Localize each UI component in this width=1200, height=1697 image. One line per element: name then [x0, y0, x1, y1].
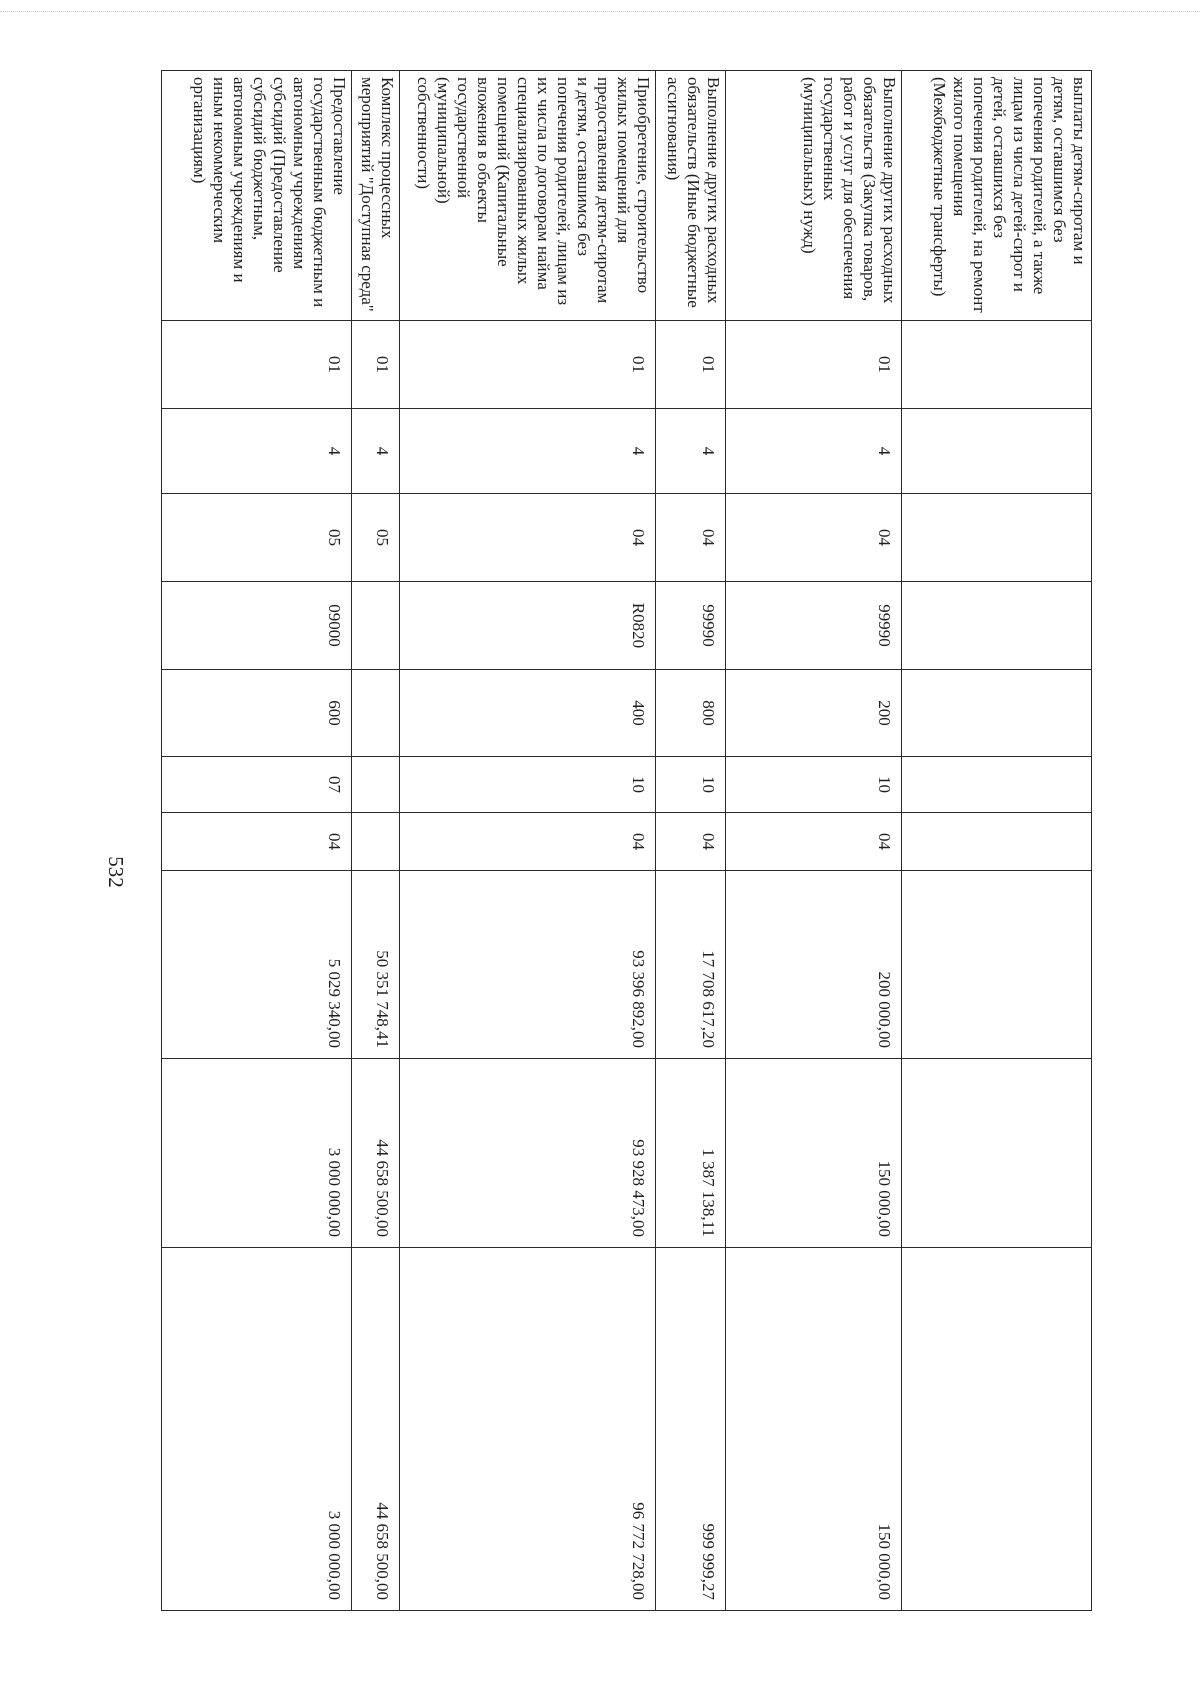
- subprogram-code-cell: 05: [162, 494, 352, 582]
- program-code-cell: 01: [726, 321, 902, 409]
- subprogram-type-cell: 4: [656, 409, 726, 494]
- expense-type-cell: 400: [400, 670, 656, 757]
- direction-code-cell: [352, 582, 400, 670]
- expense-type-cell: [902, 670, 1092, 757]
- subsection-code-cell: 04: [400, 813, 656, 871]
- amount-year3-cell: 3 000 000,00: [162, 1248, 352, 1611]
- scan-border-line: [0, 11, 1200, 12]
- subprogram-code-cell: 05: [352, 494, 400, 582]
- amount-year1-cell: 200 000,00: [726, 871, 902, 1059]
- row-description: Выполнение других расходных обязательств (Закупка товаров, работ и услуг для обеспечения государственных (муниципальных) нужд): [726, 71, 902, 321]
- row-description: Предоставление государственным бюджетным и автономным учреждениям субсидий (Предоставление субсидий бюджетным, автономным учреждениям и иным некоммерческим организациям): [162, 71, 352, 321]
- section-code-cell: 07: [162, 757, 352, 813]
- amount-year3-cell: 150 000,00: [726, 1248, 902, 1611]
- subsection-code-cell: 04: [656, 813, 726, 871]
- table-row: [902, 71, 1092, 1611]
- amount-year1-cell: 5 029 340,00: [162, 871, 352, 1059]
- subsection-code-cell: 04: [726, 813, 902, 871]
- amount-year3-cell: 96 772 728,00: [400, 1248, 656, 1611]
- amount-year3-cell: 44 658 500,00: [352, 1248, 400, 1611]
- amount-year1-cell: 50 351 748,41: [352, 871, 400, 1059]
- subprogram-type-cell: 4: [726, 409, 902, 494]
- subsection-code-cell: [352, 813, 400, 871]
- expense-type-cell: 600: [162, 670, 352, 757]
- amount-year2-cell: 150 000,00: [726, 1059, 902, 1248]
- program-code-cell: 01: [400, 321, 656, 409]
- amount-year3-cell: 999 999,27: [656, 1248, 726, 1611]
- budget-table-body: [162, 71, 1092, 1611]
- direction-code-cell: [902, 582, 1092, 670]
- amount-year1-cell: [902, 871, 1092, 1059]
- direction-code-cell: 99990: [656, 582, 726, 670]
- direction-code-cell: 09000: [162, 582, 352, 670]
- amount-year2-cell: 44 658 500,00: [352, 1059, 400, 1248]
- subprogram-type-cell: 4: [352, 409, 400, 494]
- program-code-cell: 01: [352, 321, 400, 409]
- expense-type-cell: [352, 670, 400, 757]
- program-code-cell: [902, 321, 1092, 409]
- program-code-cell: 01: [656, 321, 726, 409]
- expense-type-cell: 200: [726, 670, 902, 757]
- subprogram-type-cell: 4: [162, 409, 352, 494]
- subprogram-code-cell: 04: [656, 494, 726, 582]
- program-code-cell: 01: [162, 321, 352, 409]
- table-row: [726, 71, 902, 1611]
- subprogram-code-cell: [902, 494, 1092, 582]
- subprogram-type-cell: [902, 409, 1092, 494]
- section-code-cell: 10: [726, 757, 902, 813]
- amount-year1-cell: 17 708 617,20: [656, 871, 726, 1059]
- amount-year1-cell: 93 396 892,00: [400, 871, 656, 1059]
- subprogram-type-cell: 4: [400, 409, 656, 494]
- row-description: выплаты детям-сиротам и детям, оставшимся без попечения родителей, а также лицам из числа детей-сирот и детей, оставшихся без попечения родителей, на ремонт жилого помещения (Межбюджетные трансферты): [902, 71, 1092, 321]
- subprogram-code-cell: 04: [400, 494, 656, 582]
- amount-year2-cell: 1 387 138,11: [656, 1059, 726, 1248]
- section-code-cell: [352, 757, 400, 813]
- section-code-cell: [902, 757, 1092, 813]
- table-row: [656, 71, 726, 1611]
- subsection-code-cell: 04: [162, 813, 352, 871]
- rotated-table-container: [132, 70, 1092, 1600]
- section-code-cell: 10: [656, 757, 726, 813]
- row-description: Выполнение других расходных обязательств (Иные бюджетные ассигнования): [656, 71, 726, 321]
- table-row: [352, 71, 400, 1611]
- budget-table: [161, 70, 1092, 1611]
- amount-year2-cell: 93 928 473,00: [400, 1059, 656, 1248]
- table-row: [400, 71, 656, 1611]
- subprogram-code-cell: 04: [726, 494, 902, 582]
- direction-code-cell: R0820: [400, 582, 656, 670]
- table-row: [162, 71, 352, 1611]
- row-description: Приобретение, строительство жилых помещений для предоставления детям-сиротам и детям, оставшимся без попечения родителей, лицам из их числа по договорам найма специализированных жилых помещений (Капитальные вложения в объекты государственной (муниципальной) собственности): [400, 71, 656, 321]
- section-code-cell: 10: [400, 757, 656, 813]
- subsection-code-cell: [902, 813, 1092, 871]
- row-description: Комплекс процессных мероприятий "Доступная среда": [352, 71, 400, 321]
- expense-type-cell: 800: [656, 670, 726, 757]
- direction-code-cell: 99990: [726, 582, 902, 670]
- amount-year3-cell: [902, 1248, 1092, 1611]
- page-number: 532: [104, 856, 128, 888]
- amount-year2-cell: [902, 1059, 1092, 1248]
- amount-year2-cell: 3 000 000,00: [162, 1059, 352, 1248]
